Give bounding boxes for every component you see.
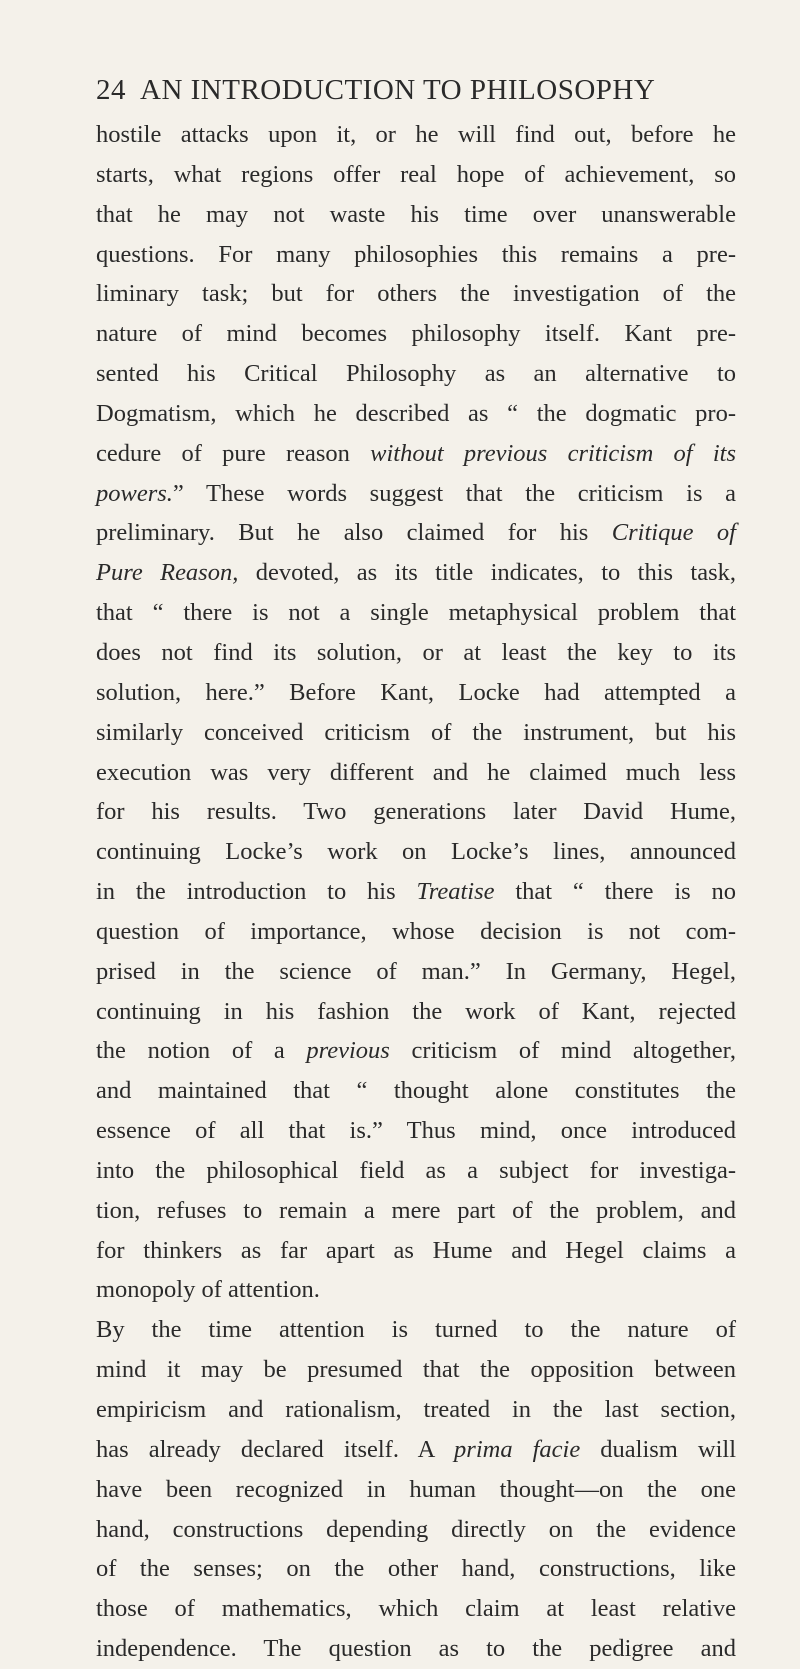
text-run: Dogmatism, which he described as “ the dogmatic pro- <box>96 399 736 427</box>
text-line <box>96 1510 736 1550</box>
text-run: execution was very different and he claimed much less <box>96 758 736 786</box>
text-line <box>96 872 736 912</box>
italic-text: powers. <box>96 479 173 507</box>
text-line <box>96 1430 736 1470</box>
italic-text: previous <box>306 1037 390 1065</box>
text-run: liminary task; but for others the investigation of the <box>96 280 736 308</box>
text-run: starts, what regions offer real hope of achievement, so <box>96 160 736 188</box>
text-run: similarly conceived criticism of the instrument, but his <box>96 718 736 746</box>
running-head <box>96 74 736 114</box>
text-line <box>96 115 736 155</box>
text-line <box>96 1270 736 1310</box>
text-run: continuing in his fashion the work of Kant, rejected <box>96 997 736 1025</box>
text-run: have been recognized in human thought—on the one <box>96 1475 736 1503</box>
text-run: questions. For many philosophies this remains a pre- <box>96 240 736 268</box>
text-line <box>96 354 736 394</box>
text-run: in the introduction to his <box>96 878 417 906</box>
text-line <box>96 1470 736 1510</box>
text-line <box>96 274 736 314</box>
text-line <box>96 1390 736 1430</box>
text-run: continuing Locke’s work on Locke’s lines, announced <box>96 838 736 866</box>
text-run: of the senses; on the other hand, constructions, like <box>96 1555 736 1583</box>
text-line <box>96 235 736 275</box>
text-run: tion, refuses to remain a mere part of the problem, and <box>96 1196 736 1224</box>
text-line <box>96 952 736 992</box>
text-run: independence. The question as to the pedigree and <box>96 1635 736 1663</box>
body-text <box>96 115 736 1669</box>
text-line <box>96 195 736 235</box>
text-run: empiricism and rationalism, treated in the last section, <box>96 1396 736 1423</box>
text-line <box>96 992 736 1032</box>
text-line <box>96 1310 736 1350</box>
text-line <box>96 1111 736 1151</box>
text-line <box>96 314 736 354</box>
text-run: does not find its solution, or at least the key to its <box>96 638 736 666</box>
running-title: AN INTRODUCTION TO PHILOSOPHY <box>140 74 656 106</box>
text-run: By the time attention is turned to the nature of <box>96 1316 736 1344</box>
text-run: ” These words suggest that the criticism is a <box>172 479 736 507</box>
text-run: sented his Critical Philosophy as an alternative to <box>96 360 736 388</box>
text-run: for his results. Two generations later David Hume, <box>96 798 736 826</box>
text-run: nature of mind becomes philosophy itself. Kant pre- <box>96 320 736 348</box>
text-run: mind it may be presumed that the opposition between <box>96 1356 736 1384</box>
text-line <box>96 1549 736 1589</box>
text-line <box>96 1350 736 1390</box>
text-run: prised in the science of man.” In Germany, Hegel, <box>96 957 736 985</box>
text-line <box>96 1071 736 1111</box>
text-line <box>96 673 736 713</box>
text-run: question of importance, whose decision is not com- <box>96 917 736 945</box>
text-line <box>96 593 736 633</box>
text-run: hostile attacks upon it, or he will find out, before he <box>96 121 736 148</box>
text-line <box>96 832 736 872</box>
text-line <box>96 394 736 434</box>
text-line <box>96 753 736 793</box>
text-line <box>96 155 736 195</box>
text-line <box>96 1031 736 1071</box>
text-run: those of mathematics, which claim at least relative <box>96 1595 736 1623</box>
text-run: into the philosophical field as a subject for investiga- <box>96 1156 736 1184</box>
text-run: for thinkers as far apart as Hume and Hegel claims a <box>96 1236 736 1264</box>
text-run: monopoly of attention. <box>96 1276 320 1304</box>
text-line <box>96 1231 736 1271</box>
text-line <box>96 474 736 514</box>
text-run: that “ there is not a single metaphysical problem that <box>96 599 736 627</box>
text-run: the notion of a <box>96 1037 307 1065</box>
text-run: and maintained that “ thought alone constitutes the <box>96 1077 736 1105</box>
text-run: devoted, as its title indicates, to this task, <box>238 559 737 587</box>
text-run: dualism will <box>580 1435 737 1463</box>
text-line <box>96 713 736 753</box>
italic-text: Pure Reason, <box>96 559 239 587</box>
italic-text: without previous criticism of its <box>370 439 736 467</box>
text-line <box>96 633 736 673</box>
page-number: 24 <box>96 74 126 106</box>
text-run: essence of all that is.” Thus mind, once introduced <box>96 1117 736 1145</box>
text-run: preliminary. But he also claimed for his <box>96 519 612 547</box>
text-run: cedure of pure reason <box>96 439 371 467</box>
text-line <box>96 1589 736 1629</box>
text-run: hand, constructions depending directly on the evidence <box>96 1515 736 1543</box>
italic-text: Critique of <box>611 519 736 547</box>
text-line <box>96 553 736 593</box>
text-run: that “ there is no <box>494 878 736 906</box>
text-line <box>96 1151 736 1191</box>
text-run: has already declared itself. A <box>96 1435 455 1463</box>
text-line <box>96 434 736 474</box>
text-run: solution, here.” Before Kant, Locke had attempted a <box>96 678 736 706</box>
text-line <box>96 513 736 553</box>
italic-text: prima facie <box>454 1435 581 1463</box>
text-run: criticism of mind altogether, <box>389 1037 736 1065</box>
text-line <box>96 792 736 832</box>
text-run: that he may not waste his time over unanswerable <box>96 200 736 228</box>
text-line <box>96 912 736 952</box>
text-line <box>96 1629 736 1669</box>
italic-text: Treatise <box>416 878 495 906</box>
text-line <box>96 1191 736 1231</box>
